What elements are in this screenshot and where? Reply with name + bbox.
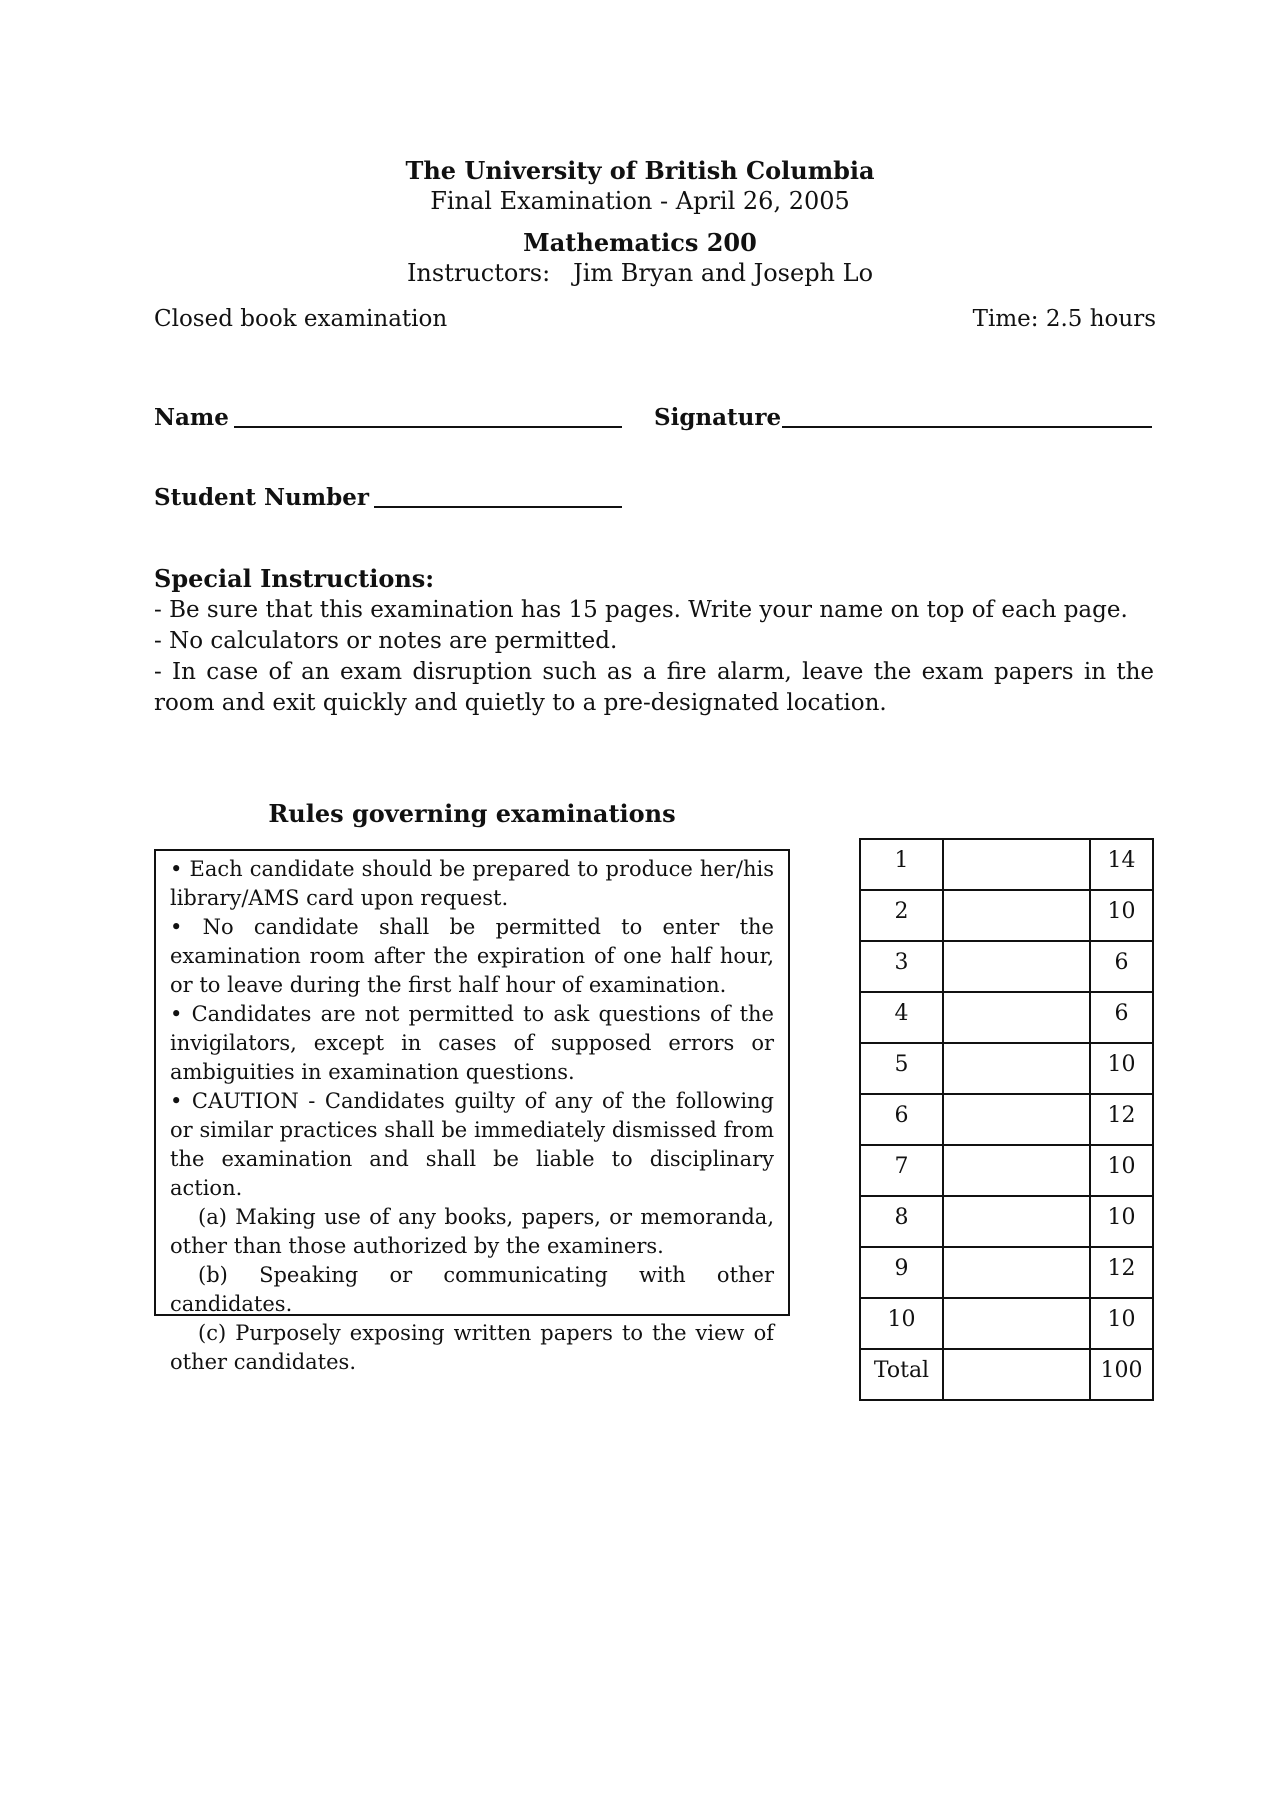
rules-title: Rules governing examinations — [268, 799, 676, 828]
score-entry-cell[interactable] — [943, 1298, 1090, 1349]
question-number: 1 — [860, 839, 943, 890]
question-number: 10 — [860, 1298, 943, 1349]
question-number: 4 — [860, 992, 943, 1043]
max-points: 12 — [1090, 1094, 1153, 1145]
question-number: 8 — [860, 1196, 943, 1247]
score-row — [860, 992, 1153, 1043]
score-entry-cell[interactable] — [943, 1094, 1090, 1145]
score-row — [860, 1247, 1153, 1298]
score-row — [860, 1145, 1153, 1196]
score-entry-cell[interactable] — [943, 1196, 1090, 1247]
signature-label: Signature — [654, 404, 782, 431]
rule-item: • Candidates are not permitted to ask questions of the invigilators, except in cases of supposed errors or ambiguities in examination questions. — [170, 1002, 774, 1084]
instructors-names: Jim Bryan and Joseph Lo — [573, 259, 874, 287]
score-entry-cell[interactable] — [943, 1349, 1090, 1400]
max-points: 6 — [1090, 992, 1153, 1043]
max-points: 10 — [1090, 1145, 1153, 1196]
question-number: 9 — [860, 1247, 943, 1298]
instruction-line: - Be sure that this examination has 15 pages. Write your name on top of each page. — [154, 597, 1128, 623]
question-number: 5 — [860, 1043, 943, 1094]
signature-field[interactable] — [782, 426, 1152, 428]
rule-subitem: (c) Purposely exposing written papers to the view of other candidates. — [170, 1321, 774, 1374]
question-number: 6 — [860, 1094, 943, 1145]
instruction-line: - In case of an exam disruption such as a fire alarm, leave the exam papers in the room and exit quickly and quietly to a pre-designated location. — [154, 659, 1154, 716]
rule-item: • CAUTION - Candidates guilty of any of the following or similar practices shall be immediately dismissed from the examination and shall be liable to disciplinary action. — [170, 1089, 774, 1200]
closed-book-note: Closed book examination — [154, 306, 448, 332]
score-row — [860, 839, 1153, 890]
score-row — [860, 1298, 1153, 1349]
score-entry-cell[interactable] — [943, 941, 1090, 992]
rule-subitem: (b) Speaking or communicating with other candidates. — [170, 1263, 774, 1316]
instructors-label: Instructors: — [406, 259, 551, 287]
max-points: 10 — [1090, 1196, 1153, 1247]
max-points: 14 — [1090, 839, 1153, 890]
student-number-label: Student Number — [154, 484, 369, 511]
university-title: The University of British Columbia — [405, 156, 875, 185]
question-number: 3 — [860, 941, 943, 992]
score-row — [860, 1094, 1153, 1145]
score-entry-cell[interactable] — [943, 890, 1090, 941]
score-entry-cell[interactable] — [943, 1247, 1090, 1298]
max-points: 12 — [1090, 1247, 1153, 1298]
max-points: 10 — [1090, 1298, 1153, 1349]
rule-item: • Each candidate should be prepared to produce her/his library/AMS card upon request. — [170, 857, 774, 910]
instructions-title: Special Instructions: — [154, 564, 435, 593]
max-points: 10 — [1090, 1043, 1153, 1094]
question-number: Total — [860, 1349, 943, 1400]
rules-box — [154, 849, 790, 1374]
rule-subitem: (a) Making use of any books, papers, or memoranda, other than those authorized by the examiners. — [170, 1205, 774, 1258]
score-entry-cell[interactable] — [943, 992, 1090, 1043]
course-title: Mathematics 200 — [523, 228, 757, 257]
score-entry-cell[interactable] — [943, 839, 1090, 890]
question-number: 2 — [860, 890, 943, 941]
exam-date: Final Examination - April 26, 2005 — [430, 187, 850, 215]
max-points: 100 — [1090, 1349, 1153, 1400]
instruction-line: - No calculators or notes are permitted. — [154, 628, 618, 654]
score-table — [859, 838, 1154, 1401]
rule-item: • No candidate shall be permitted to enter the examination room after the expiration of one half hour, or to leave during the first half hour of examination. — [170, 915, 774, 997]
score-row — [860, 941, 1153, 992]
score-row — [860, 890, 1153, 941]
question-number: 7 — [860, 1145, 943, 1196]
score-entry-cell[interactable] — [943, 1145, 1090, 1196]
time-limit: Time: 2.5 hours — [972, 306, 1156, 332]
name-field[interactable] — [234, 426, 622, 428]
score-row — [860, 1196, 1153, 1247]
name-label: Name — [154, 404, 229, 431]
max-points: 6 — [1090, 941, 1153, 992]
score-entry-cell[interactable] — [943, 1043, 1090, 1094]
score-row — [860, 1349, 1153, 1400]
score-row — [860, 1043, 1153, 1094]
max-points: 10 — [1090, 890, 1153, 941]
instructors-line — [0, 259, 1280, 287]
student-number-field[interactable] — [374, 506, 622, 508]
